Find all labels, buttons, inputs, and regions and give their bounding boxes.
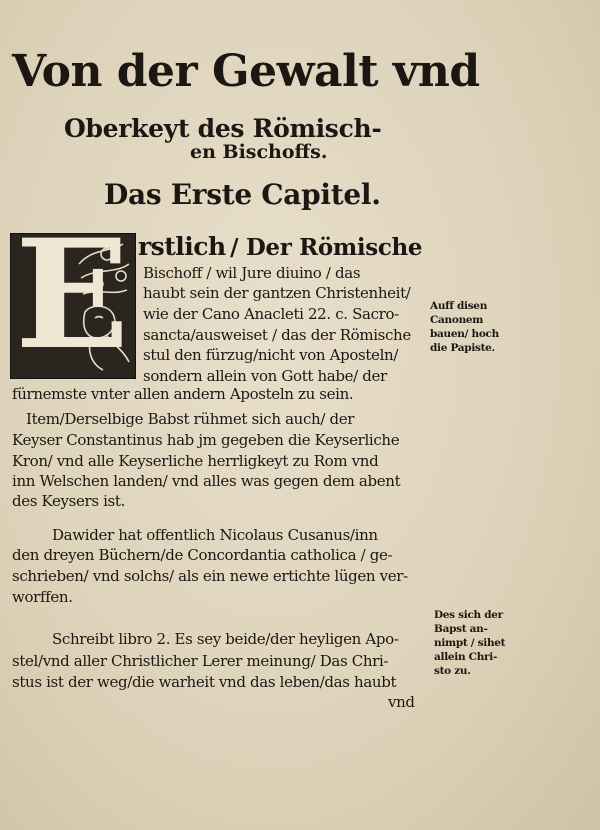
text-line: den dreyen Büchern/de Concordantia catholica / ge- [12, 546, 393, 564]
drop-cap-letter: E [15, 207, 130, 383]
text-line: fürnemste vnter allen andern Aposteln zu sein. [12, 385, 354, 403]
text-line: Kron/ vnd alle Keyserliche herrligkeyt zu Rom vnd [12, 452, 379, 470]
text-line: schrieben/ vnd solchs/ als ein newe ertichte lügen ver- [12, 567, 408, 585]
text-line: sancta/ausweiset / das der Römische [143, 326, 411, 344]
first-line-rest: / Der Römische [230, 234, 423, 261]
text-line: Item/Derselbige Babst rühmet sich auch/ der [26, 410, 355, 428]
text-line: haubt sein der gantzen Christenheit/ [143, 284, 411, 302]
text-line: stul den fürzug/nicht von Aposteln/ [143, 346, 399, 364]
margin-note-line: Bapst an- [434, 623, 488, 635]
title-line-2: Oberkeyt des Römisch- [64, 114, 382, 143]
text-line: Keyser Constantinus hab jm gegeben die Keyserliche [12, 431, 400, 449]
margin-note-2 [434, 608, 505, 678]
margin-note-line: bauen/ hoch [430, 328, 499, 340]
margin-note-line: die Papiste. [430, 342, 495, 354]
text-line: inn Welschen landen/ vnd alles was gegen dem abent [12, 472, 401, 490]
title-line-1: Von der Gewalt vnd [12, 46, 480, 97]
text-line: sondern allein von Gott habe/ der [143, 367, 387, 385]
chapter-heading: Das Erste Capitel. [104, 178, 381, 211]
margin-note-1 [430, 299, 499, 355]
text-line: worffen. [12, 588, 73, 606]
first-line [138, 232, 422, 261]
catchword: vnd [388, 693, 415, 711]
text-line: Schreibt libro 2. Es sey beide/der heyligen Apo- [52, 630, 399, 648]
margin-note-line: nimpt / sihet [434, 637, 506, 649]
margin-note-line: Auff disen [430, 300, 488, 312]
text-line: stel/vnd aller Christlicher Lerer meinung/ Das Chri- [12, 652, 389, 670]
text-line: wie der Cano Anacleti 22. c. Sacro- [143, 305, 399, 323]
text-line: Bischoff / wil Jure diuino / das [143, 264, 361, 282]
margin-note-line: Canonem [430, 314, 484, 326]
first-word: rstlich [138, 232, 226, 261]
margin-note-line: Des sich der [434, 609, 503, 621]
margin-note-line: sto zu. [434, 665, 471, 677]
drop-cap-woodcut [10, 207, 136, 383]
title-line-3: en Bischoffs. [190, 141, 328, 163]
margin-note-line: allein Chri- [434, 651, 498, 663]
text-line: stus ist der weg/die warheit vnd das leben/das haubt [12, 673, 397, 691]
text-line: des Keysers ist. [12, 492, 126, 510]
text-line: Dawider hat offentlich Nicolaus Cusanus/inn [52, 526, 378, 544]
